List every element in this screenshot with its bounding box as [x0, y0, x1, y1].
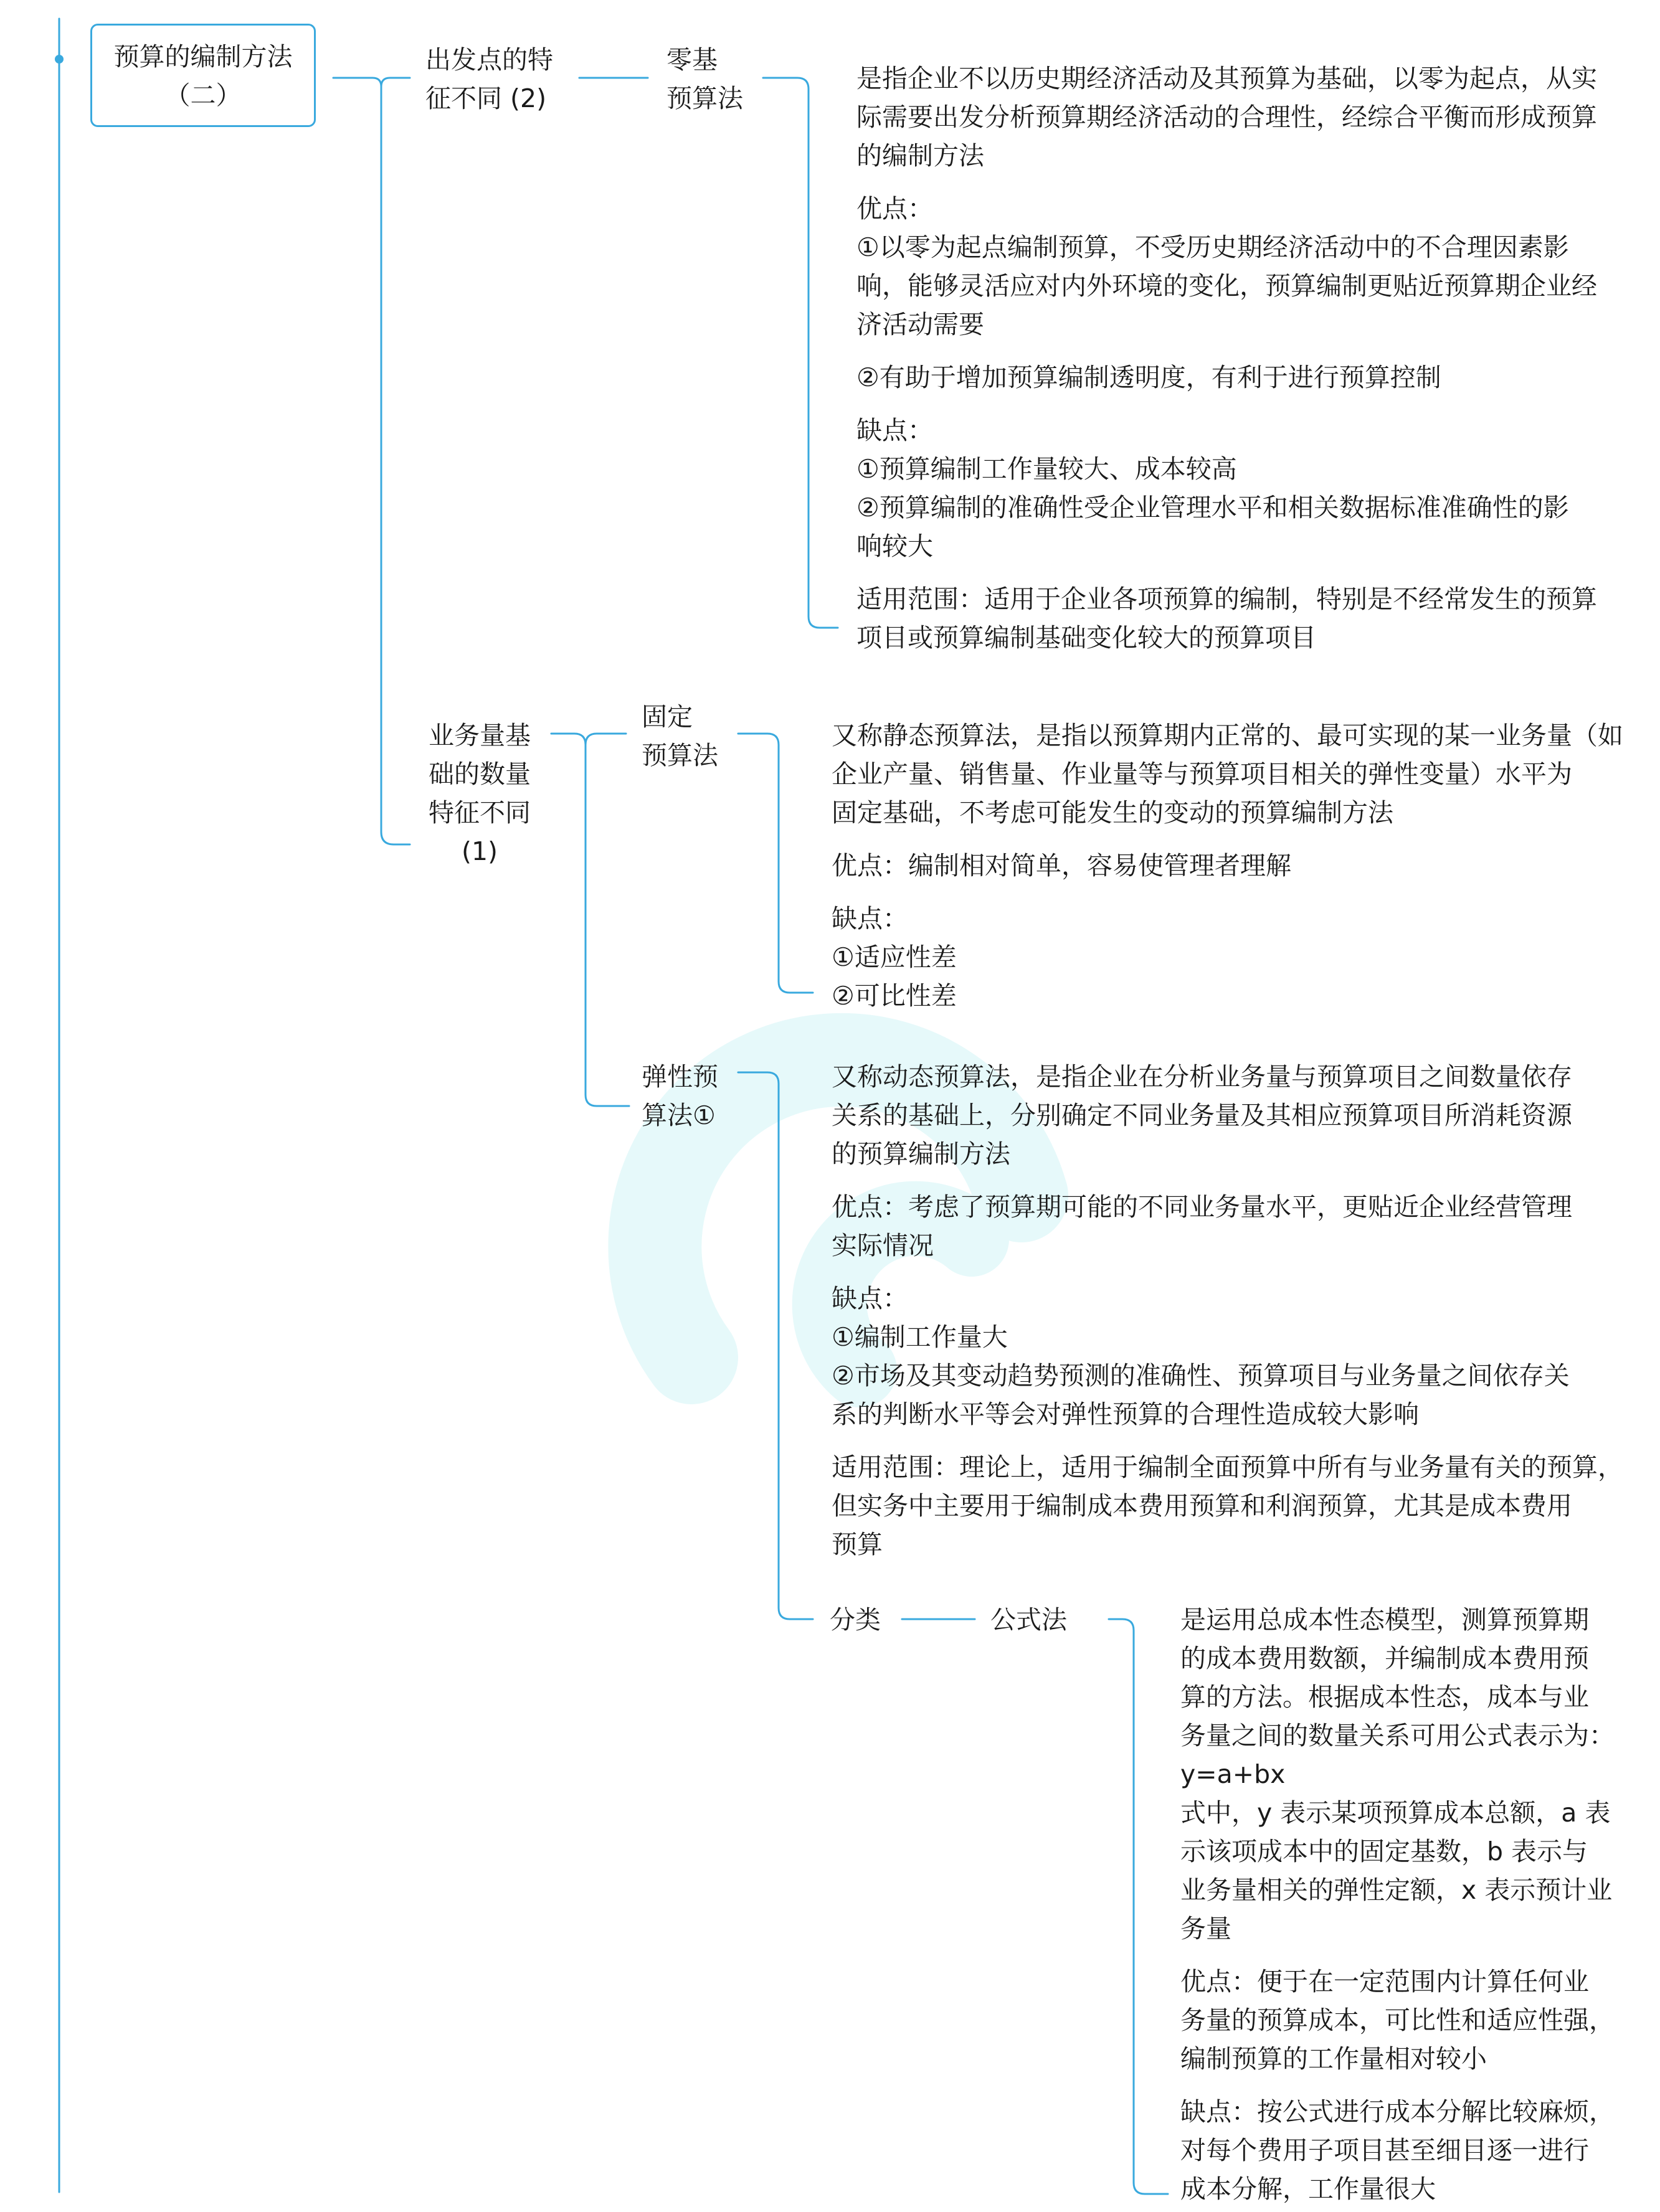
formula-item — [1180, 1600, 1615, 1948]
formula-line: 缺点：按公式进行成本分解比较麻烦， — [1180, 2097, 1615, 2127]
fixed-line: ②可比性差 — [832, 981, 957, 1011]
formula-line: 成本分解，工作量很大 — [1180, 2174, 1436, 2204]
formula-line: 算的方法。根据成本性态，成本与业 — [1180, 1682, 1589, 1712]
fixed-item — [832, 846, 1291, 885]
flexible-line: 适用范围：理论上，适用于编制全面预算中所有与业务量有关的预算， — [832, 1452, 1623, 1482]
zero-based-item — [856, 59, 1597, 175]
formula-line: 编制预算的工作量相对较小 — [1180, 2044, 1487, 2074]
fixed-line: ①适应性差 — [832, 942, 957, 972]
flexible-budget — [642, 1057, 718, 1135]
flexible-line: 系的判断水平等会对弹性预算的合理性造成较大影响 — [832, 1399, 1419, 1429]
zero-based-line: 预算法 — [666, 83, 743, 113]
branch-origin — [425, 40, 553, 118]
origin-line: 征不同 (2) — [425, 83, 547, 113]
fixed-item — [832, 899, 957, 1015]
flexible-line: ①编制工作量大 — [832, 1322, 1008, 1352]
volume-line: 业务量基 — [429, 721, 531, 750]
fixed-line: 固定 — [642, 702, 693, 732]
flexible-line: 实际情况 — [832, 1231, 934, 1260]
formula-line: 优点：便于在一定范围内计算任何业 — [1180, 1967, 1589, 1997]
flexible-line: 算法① — [642, 1100, 716, 1130]
fixed-line: 又称静态预算法，是指以预算期内正常的、最可实现的某一业务量（如 — [832, 721, 1623, 750]
zero-based-line: ①预算编制工作量较大、成本较高 — [856, 454, 1237, 484]
flexible-line: 弹性预 — [642, 1062, 718, 1092]
root-node — [90, 37, 316, 115]
zero-based-line: ②预算编制的准确性受企业管理水平和相关数据标准准确性的影 — [856, 493, 1569, 522]
root-line: 预算的编制方法 — [113, 42, 293, 72]
flexible-item — [832, 1188, 1572, 1265]
zero-based-item — [856, 580, 1597, 657]
zero-based-line: 响较大 — [856, 531, 933, 561]
formula-line: 务量的预算成本，可比性和适应性强， — [1180, 2005, 1615, 2035]
fixed-line: 固定基础，不考虑可能发生的变动的预算编制方法 — [832, 798, 1393, 828]
branch-volume — [424, 716, 536, 871]
flexible-line: 又称动态预算法，是指企业在分析业务量与预算项目之间数量依存 — [832, 1062, 1572, 1092]
timeline-dot — [55, 55, 64, 64]
formula-method — [990, 1600, 1067, 1639]
zero-based-item — [856, 411, 1569, 565]
zero-based-line: 适用范围：适用于企业各项预算的编制，特别是不经常发生的预算 — [856, 584, 1597, 614]
zero-based-line: 的编制方法 — [856, 141, 984, 171]
origin-line: 出发点的特 — [425, 45, 553, 75]
zero-based-budget — [666, 40, 743, 118]
zero-based-line: 优点： — [856, 194, 933, 224]
flexible-line: 关系的基础上，分别确定不同业务量及其相应预算项目所消耗资源 — [832, 1100, 1572, 1130]
flexible-line: ②市场及其变动趋势预测的准确性、预算项目与业务量之间依存关 — [832, 1361, 1570, 1391]
zero-based-line: 项目或预算编制基础变化较大的预算项目 — [856, 623, 1316, 653]
category-line: 分类 — [830, 1605, 881, 1635]
formula-item — [1180, 1962, 1615, 2078]
formula-line: 示该项成本中的固定基数，b 表示与 — [1180, 1836, 1588, 1866]
category-node — [830, 1600, 881, 1639]
zero-based-line: ②有助于增加预算编制透明度，有利于进行预算控制 — [856, 362, 1441, 392]
fixed-budget — [642, 697, 718, 775]
formula-line: 对每个费用子项目甚至细目逐一进行 — [1180, 2135, 1589, 2165]
formula-line: 是运用总成本性态模型，测算预算期 — [1180, 1605, 1589, 1635]
zero-based-item — [856, 358, 1441, 397]
zero-based-line: 零基 — [666, 45, 718, 75]
formula-item — [1180, 2092, 1615, 2208]
formula-line: 务量 — [1180, 1914, 1231, 1944]
zero-based-line: 响，能够灵活应对内外环境的变化，预算编制更贴近预算期企业经 — [856, 271, 1597, 301]
formula-line: 的成本费用数额，并编制成本费用预 — [1180, 1643, 1589, 1673]
flexible-item — [832, 1279, 1570, 1434]
volume-line: 特征不同 — [429, 798, 531, 828]
flexible-item — [832, 1448, 1623, 1564]
flexible-line: 预算 — [832, 1529, 883, 1559]
formula-line: 业务量相关的弹性定额，x 表示预计业 — [1180, 1875, 1613, 1905]
volume-line: 础的数量 — [429, 759, 531, 789]
root-line: （二） — [164, 80, 242, 110]
flexible-item — [832, 1057, 1572, 1173]
fixed-line: 企业产量、销售量、作业量等与预算项目相关的弹性变量）水平为 — [832, 759, 1572, 789]
flexible-line: 但实务中主要用于编制成本费用预算和利润预算，尤其是成本费用 — [832, 1491, 1572, 1521]
zero-based-line: ①以零为起点编制预算，不受历史期经济活动中的不合理因素影 — [856, 232, 1569, 262]
fixed-line: 预算法 — [642, 740, 718, 770]
formula-line: y=a+bx — [1180, 1759, 1286, 1789]
flexible-line: 的预算编制方法 — [832, 1139, 1010, 1169]
flexible-line: 缺点： — [832, 1283, 908, 1313]
formula-line: 务量之间的数量关系可用公式表示为： — [1180, 1721, 1615, 1751]
fixed-line: 缺点： — [832, 904, 908, 933]
zero-based-line: 际需要出发分析预算期经济活动的合理性，经综合平衡而形成预算 — [856, 102, 1597, 132]
zero-based-line: 缺点： — [856, 415, 933, 445]
zero-based-item — [856, 189, 1597, 344]
volume-line: (1) — [461, 836, 498, 866]
formula-line: 式中，y 表示某项预算成本总额，a 表 — [1180, 1798, 1611, 1828]
formula-line: 公式法 — [990, 1605, 1067, 1635]
flexible-line: 优点：考虑了预算期可能的不同业务量水平，更贴近企业经营管理 — [832, 1192, 1572, 1222]
fixed-item — [832, 716, 1623, 832]
fixed-line: 优点：编制相对简单，容易使管理者理解 — [832, 851, 1291, 881]
zero-based-line: 济活动需要 — [856, 310, 984, 339]
zero-based-line: 是指企业不以历史期经济活动及其预算为基础，以零为起点，从实 — [856, 64, 1597, 93]
